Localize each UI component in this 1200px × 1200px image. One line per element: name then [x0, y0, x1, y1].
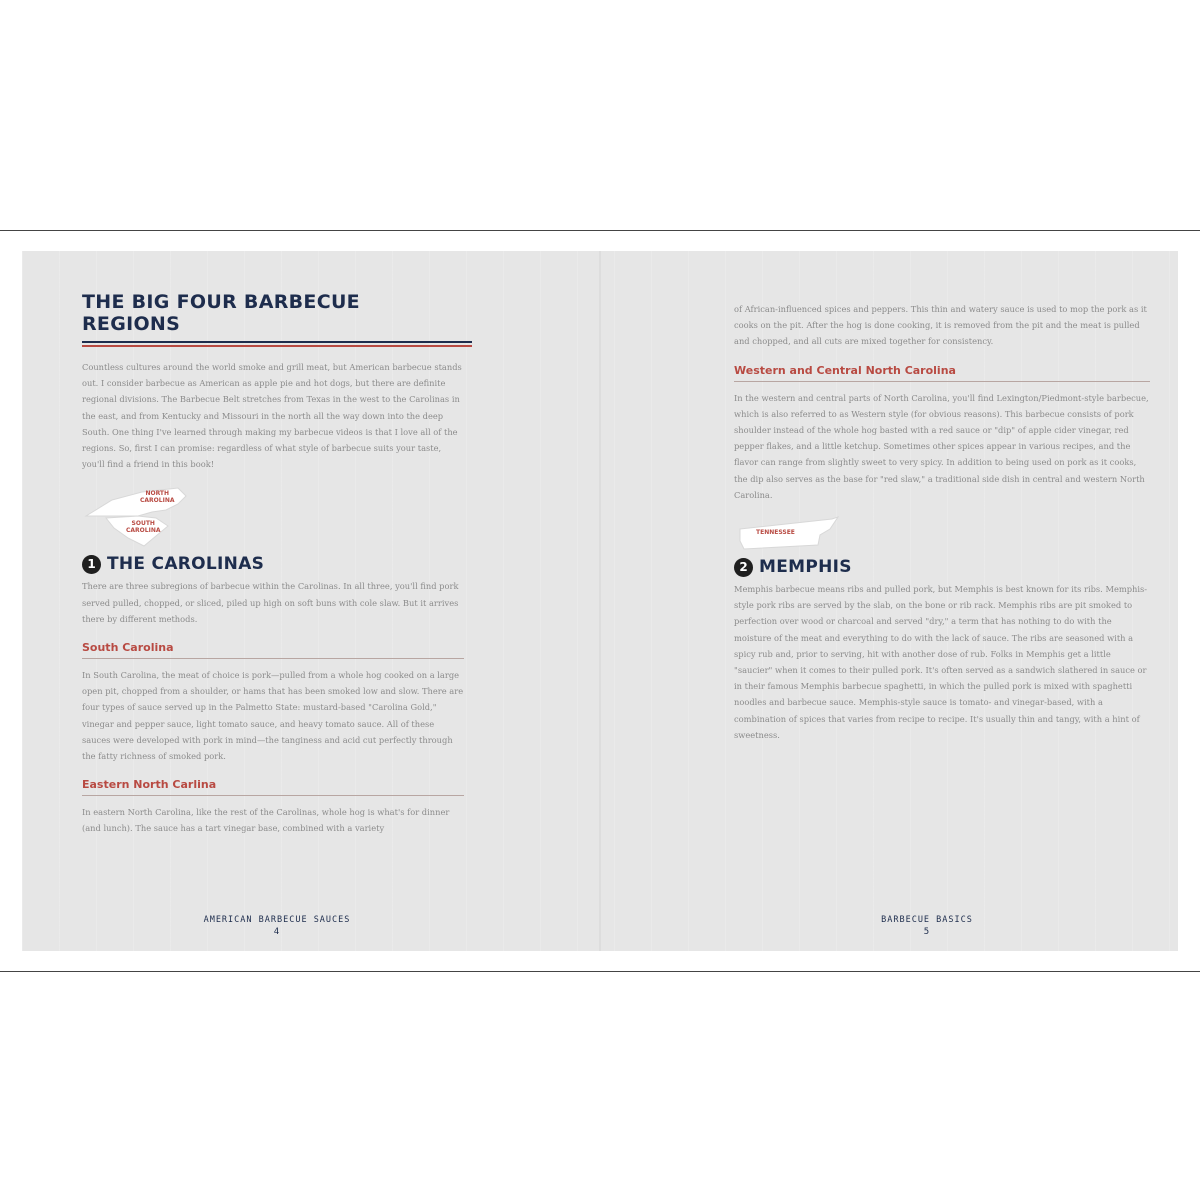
subregion-text: In eastern North Carolina, like the rest of the Carolinas, whole hog is what's for dinner (and lunch). The sauce has a tart vinegar base, combined with a variety: [82, 807, 450, 834]
continued-paragraph: of African-influenced spices and peppers. This thin and watery sauce is used to mop the pork as it cooks on the pit. After the hog is done cooking, it is removed from the pit and the meat is pulled and chopped, and all cuts are mixed together for consistency.: [734, 304, 1147, 347]
carolinas-map: [82, 482, 464, 548]
title-rule-red: [82, 345, 472, 347]
subregion-text: In South Carolina, the meat of choice is pork—pulled from a whole hog cooked on a large open pit, chopped from a shoulder, or hams that has been smoked low and slow. There are four types of sauce served up in the Palmetto State: mustard-based "Carolina Gold," vinegar and pepper sauce, light tomato sauce, and heavy tomato sauce. All of these sauces were developed with pork in mind—the tanginess and acid cut perfectly through the fatty richness of smoked pork.: [82, 670, 464, 762]
tennessee-label: TENNESSEE: [756, 529, 795, 537]
page-background: [22, 251, 1178, 951]
running-footer: BARBECUE BASICS: [881, 915, 973, 925]
page-number: 4: [273, 927, 281, 937]
region-number-badge: 2: [734, 558, 753, 577]
region-heading-carolinas: [82, 554, 464, 574]
left-footer: [142, 915, 412, 937]
subregion-heading: Western and Central North Carolina: [734, 364, 1150, 382]
intro-paragraph: Countless cultures around the world smoke and grill meat, but American barbecue stands out. I consider barbecue as American as apple pie and hot dogs, but there are definite regional divisions. The Barbecue Belt stretches from Texas in the west to the Carolinas in the east, and from Kentucky and Missouri in the north all the way down into the deep South. One thing I've learned through making my barbecue videos is that I love all of the regions. So, first I can promise: regardless of what style of barbecue suits your taste, you'll find a friend in this book!: [82, 362, 462, 470]
gutter: [599, 251, 601, 951]
region-intro: There are three subregions of barbecue within the Carolinas. In all three, you'll find pork served pulled, chopped, or sliced, piled up high on soft buns with cole slaw. But it arrives there by different methods.: [82, 581, 459, 624]
tennessee-map: [734, 515, 1150, 551]
left-page-column: [82, 291, 464, 837]
subregion-text: In the western and central parts of North Carolina, you'll find Lexington/Piedmont-style barbecue, which is also referred to as Western style (for obvious reasons). This barbecue consists of pork shoulder instead of the whole hog basted with a red sauce or "dip" of apple cider vinegar, red pepper flakes, and a little ketchup. Sometimes other spices appear in various recipes, and the flavor can range from slightly sweet to very spicy. In addition to being used on pork as it cooks, the dip also serves as the base for "red slaw," a traditional side dish in central and western North Carolina.: [734, 392, 1149, 500]
book-spread: [0, 230, 1200, 972]
page-number: 5: [923, 927, 931, 937]
south-carolina-label: SOUTH CAROLINA: [126, 520, 161, 535]
right-page-column: [734, 301, 1150, 743]
north-carolina-label: NORTH CAROLINA: [140, 490, 175, 505]
page-title: THE BIG FOUR BARBECUE REGIONS: [82, 291, 360, 335]
region-title: THE CAROLINAS: [107, 554, 265, 575]
title-rule-navy: [82, 341, 472, 343]
running-footer: AMERICAN BARBECUE SAUCES: [203, 915, 351, 925]
carolinas-map-icon: [82, 482, 192, 548]
region-title: MEMPHIS: [759, 557, 852, 578]
region-heading-memphis: [734, 557, 1150, 577]
region-text: Memphis barbecue means ribs and pulled pork, but Memphis is best known for its ribs. Memphis-style pork ribs are served by the slab, on the bone or rib rack. Memphis ribs are pit smoked to perfection over wood or charcoal and served "dry," a term that has nothing to do with the moisture of the meat and everything to do with the lack of sauce. The ribs are seasoned with a spicy rub and, prior to serving, hit with another dose of rub. Folks in Memphis get a little "saucier" when it comes to their pulled pork. It's often served as a sandwich slathered in sauce or in their famous Memphis barbecue spaghetti, in which the pulled pork is mixed with spaghetti noodles and barbecue sauce. Memphis-style sauce is tomato- and vinegar-based, with a combination of spices that varies from recipe to recipe. It's usually thin and tangy, with a hint of sweetness.: [734, 584, 1148, 740]
subregion-heading: South Carolina: [82, 641, 464, 659]
right-footer: [792, 915, 1062, 937]
subregion-heading: Eastern North Carlina: [82, 778, 464, 796]
region-number-badge: 1: [82, 555, 101, 574]
